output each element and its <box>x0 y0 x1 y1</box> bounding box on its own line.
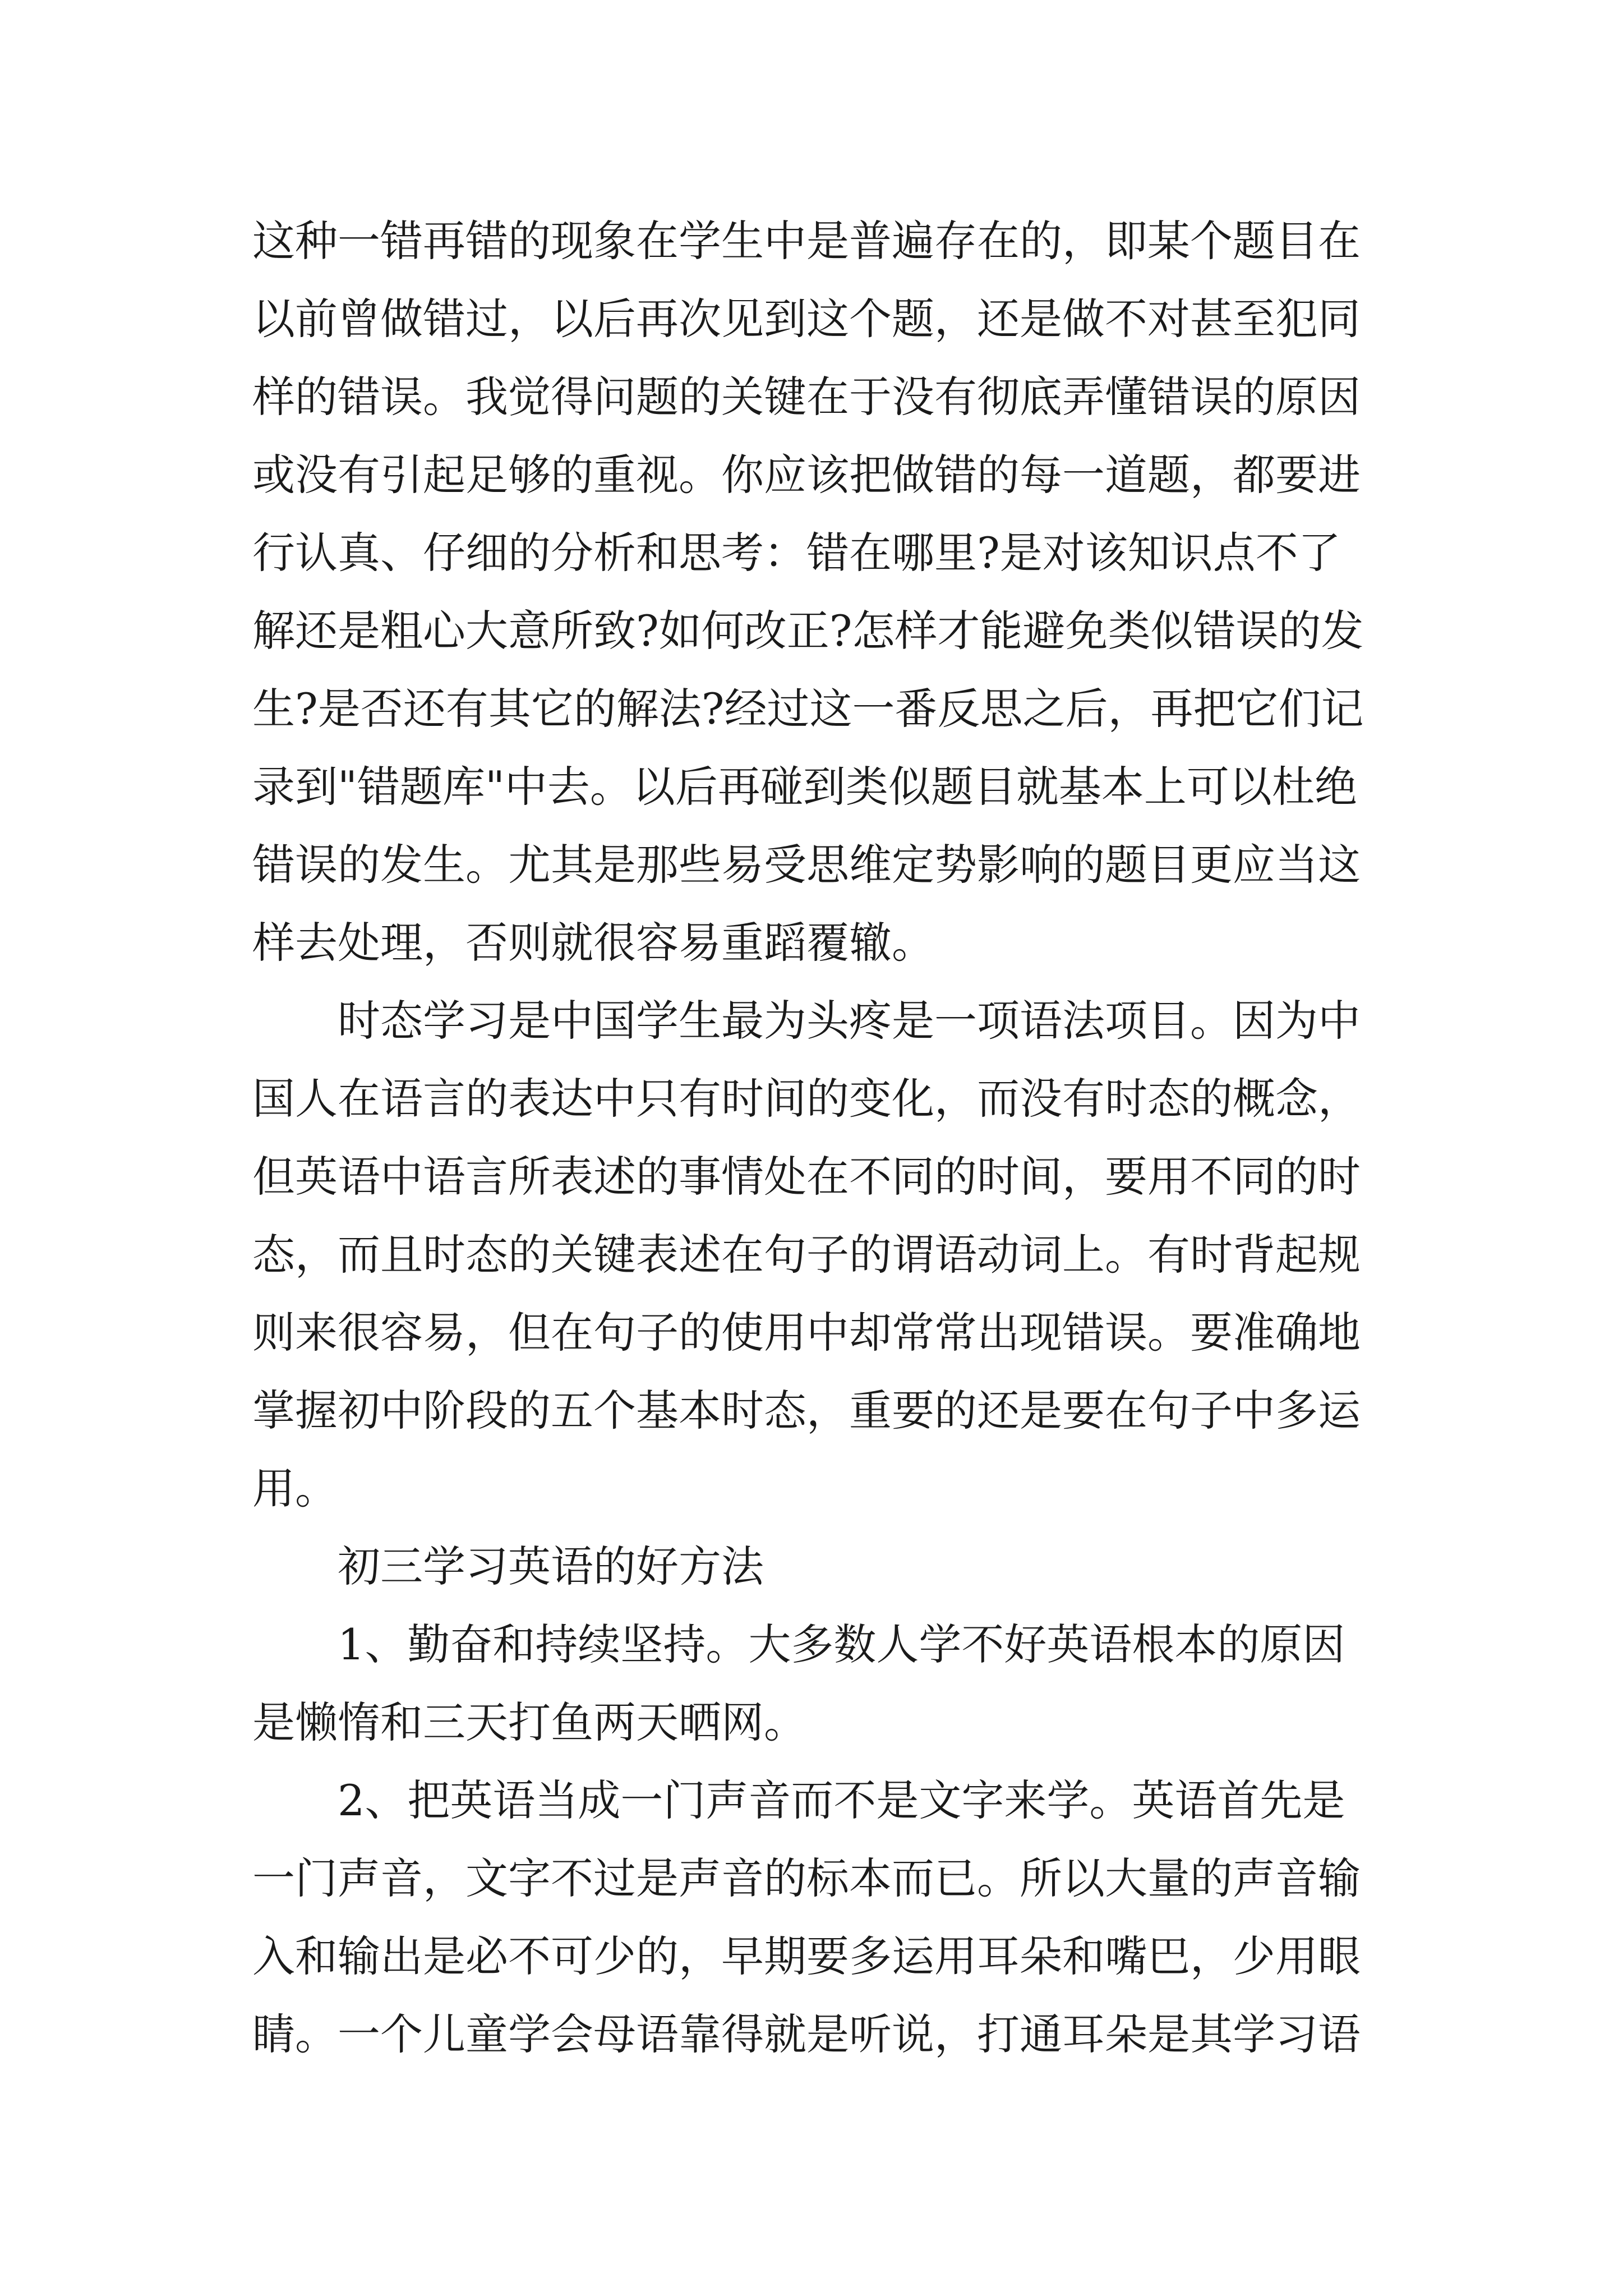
paragraph-1-line-2: 以前曾做错过，以后再次见到这个题，还是做不对甚至犯同 <box>252 294 1361 344</box>
paragraph-1-line-1: 这种一错再错的现象在学生中是普遍存在的，即某个题目在 <box>252 216 1361 266</box>
paragraph-2-line-4: 态，而且时态的关键表述在句子的谓语动词上。有时背起规 <box>252 1230 1361 1280</box>
paragraph-1-line-9: 错误的发生。尤其是那些易受思维定势影响的题目更应当这 <box>252 840 1361 890</box>
item-2-line-3: 入和输出是必不可少的，早期要多运用耳朵和嘴巴，少用眼 <box>252 1931 1361 1981</box>
paragraph-1-line-5: 行认真、仔细的分析和思考：错在哪里?是对该知识点不了 <box>252 528 1341 578</box>
paragraph-2-line-3: 但英语中语言所表述的事情处在不同的时间，要用不同的时 <box>252 1152 1361 1202</box>
item-2-line-2: 一门声音，文字不过是声音的标本而已。所以大量的声音输 <box>252 1853 1361 1903</box>
paragraph-2-line-5: 则来很容易，但在句子的使用中却常常出现错误。要准确地 <box>252 1308 1361 1358</box>
paragraph-1-line-10: 样去处理，否则就很容易重蹈覆辙。 <box>252 918 934 968</box>
paragraph-2-line-2: 国人在语言的表达中只有时间的变化，而没有时态的概念， <box>252 1074 1361 1124</box>
paragraph-1-line-8: 录到"错题库"中去。以后再碰到类似题目就基本上可以杜绝 <box>252 762 1357 812</box>
item-2-line-1: 2、把英语当成一门声音而不是文字来学。英语首先是 <box>338 1775 1345 1825</box>
paragraph-2-line-6: 掌握初中阶段的五个基本时态，重要的还是要在句子中多运 <box>252 1386 1361 1435</box>
paragraph-1-line-7: 生?是否还有其它的解法?经过这一番反思之后，再把它们记 <box>252 684 1364 734</box>
section-heading: 初三学习英语的好方法 <box>338 1542 764 1591</box>
item-2-line-4: 睛。一个儿童学会母语靠得就是听说，打通耳朵是其学习语 <box>252 2009 1361 2059</box>
paragraph-1-line-6: 解还是粗心大意所致?如何改正?怎样才能避免类似错误的发 <box>252 606 1364 656</box>
item-1-line-1: 1、勤奋和持续坚持。大多数人学不好英语根本的原因 <box>338 1619 1345 1669</box>
paragraph-1-line-3: 样的错误。我觉得问题的关键在于没有彻底弄懂错误的原因 <box>252 372 1361 422</box>
paragraph-2-line-1: 时态学习是中国学生最为头疼是一项语法项目。因为中 <box>338 996 1361 1046</box>
item-1-line-2: 是懒惰和三天打鱼两天晒网。 <box>252 1697 806 1747</box>
paragraph-1-line-4: 或没有引起足够的重视。你应该把做错的每一道题，都要进 <box>252 450 1361 500</box>
paragraph-2-line-7: 用。 <box>252 1464 338 1513</box>
